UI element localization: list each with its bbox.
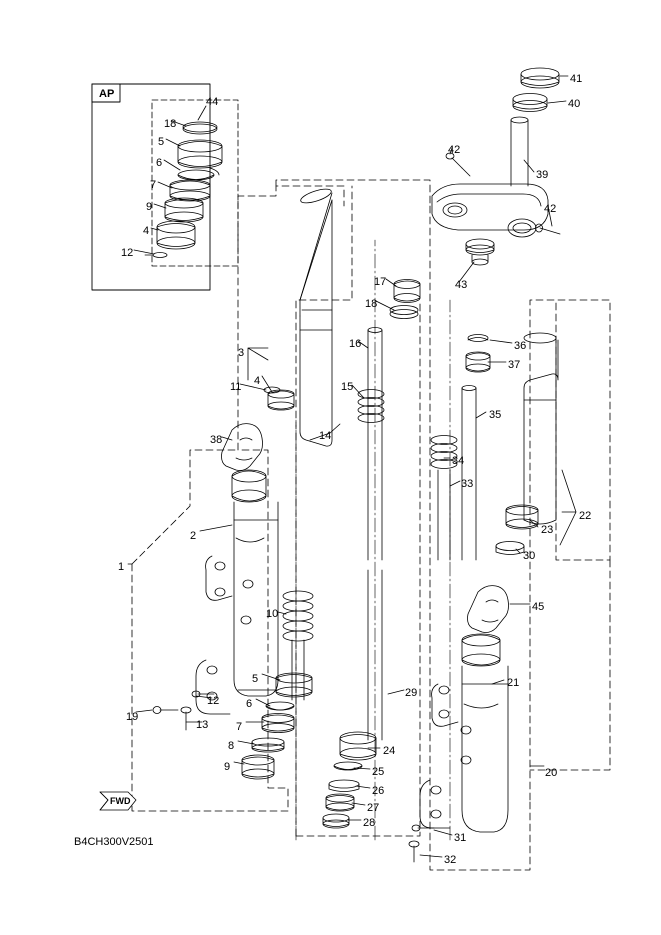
callout-27: 27 [367,802,380,814]
diagram-part-code: B4CH300V2501 [74,836,154,848]
callout-4: 4 [143,225,150,237]
callout-45: 45 [532,601,545,613]
callout-28: 28 [363,817,376,829]
callout-37: 37 [508,359,521,371]
callout-24: 24 [383,745,396,757]
callout-19: 19 [126,711,139,723]
callout-20: 20 [545,767,558,779]
callout-4: 4 [254,375,261,387]
callout-8: 8 [228,740,235,752]
callout-32: 32 [444,854,457,866]
callout-38: 38 [210,434,223,446]
callout-12: 12 [207,695,220,707]
callout-33: 33 [461,478,474,490]
callout-31: 31 [454,832,467,844]
callout-18: 18 [365,298,378,310]
callout-15: 15 [341,381,354,393]
callout-2: 2 [190,530,197,542]
callout-25: 25 [372,766,385,778]
callout-10: 10 [266,608,279,620]
callout-17: 17 [374,276,387,288]
callout-42: 42 [448,144,461,156]
callout-1: 1 [118,561,125,573]
callout-40: 40 [568,98,581,110]
callout-6: 6 [246,698,253,710]
ap-box-label: AP [99,88,115,100]
callout-14: 14 [319,430,332,442]
callout-11: 11 [230,381,242,393]
callout-21: 21 [507,677,520,689]
callout-29: 29 [405,687,418,699]
callout-5: 5 [252,673,259,685]
callout-7: 7 [236,721,243,733]
callout-34: 34 [452,455,465,467]
callout-39: 39 [536,169,549,181]
callout-36: 36 [514,340,527,352]
callout-43: 43 [455,279,468,291]
callout-6: 6 [156,157,163,169]
callout-13: 13 [196,719,209,731]
callout-9: 9 [146,201,153,213]
callout-12: 12 [121,247,134,259]
callout-42: 42 [544,203,557,215]
callout-5: 5 [158,136,165,148]
callout-7: 7 [150,179,157,191]
callout-44: 44 [206,96,219,108]
callout-9: 9 [224,761,231,773]
callout-18: 18 [164,118,177,130]
callout-23: 23 [541,524,554,536]
callout-16: 16 [349,338,362,350]
callout-22: 22 [579,510,592,522]
fwd-arrow-label: FWD [110,796,131,806]
callout-35: 35 [489,409,502,421]
callout-30: 30 [523,550,536,562]
callout-26: 26 [372,785,385,797]
callout-3: 3 [238,347,245,359]
callout-41: 41 [570,73,583,85]
